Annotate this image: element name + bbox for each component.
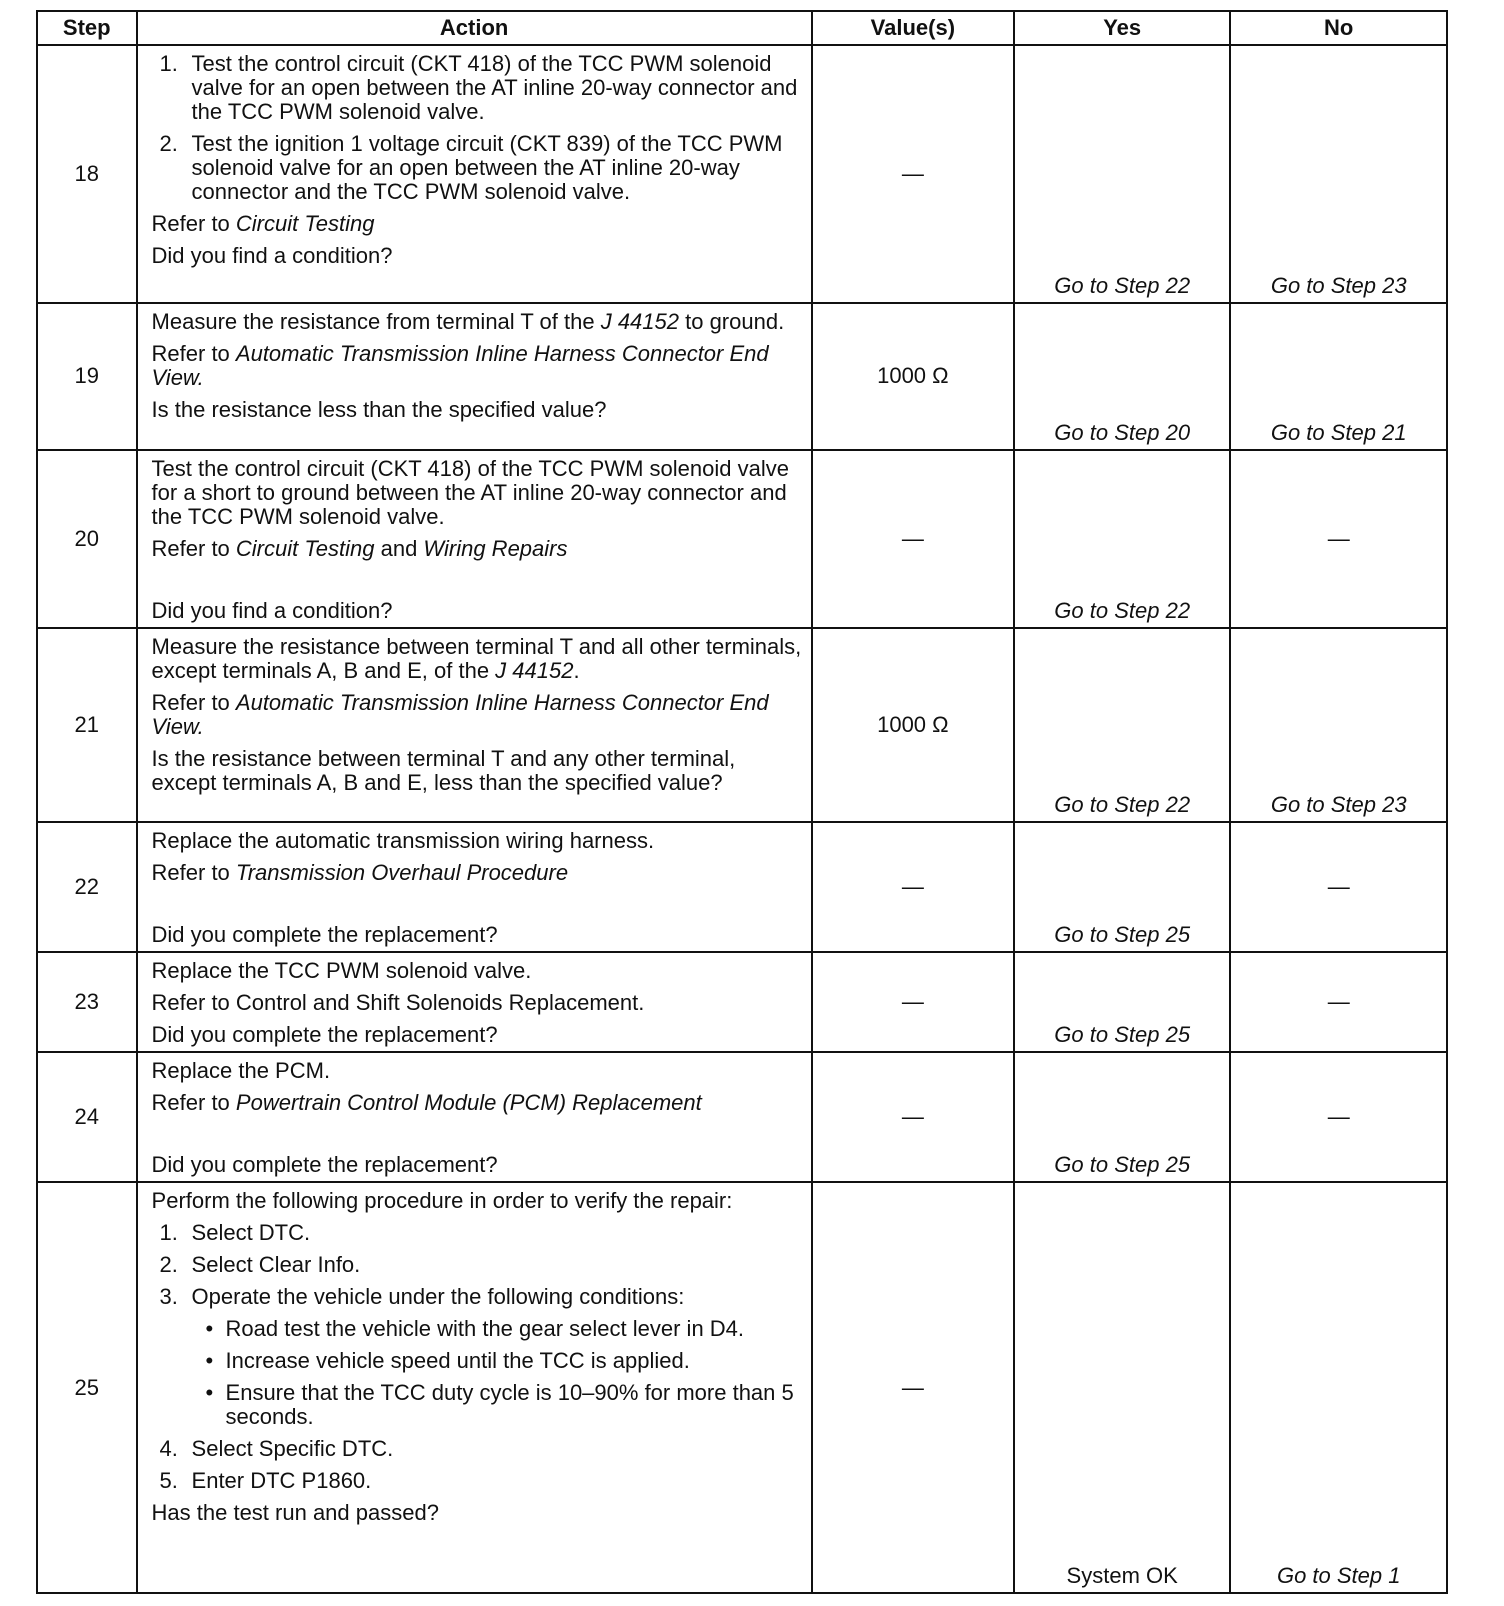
no-result: Go to Step 1: [1276, 1563, 1401, 1588]
yes-cell: [1014, 1182, 1231, 1593]
no-result: Go to Step 21: [1270, 419, 1407, 445]
table-row: [37, 1052, 1447, 1182]
numbered-list: [152, 52, 803, 204]
step-number: 25: [37, 1182, 137, 1593]
yes-result: Go to Step 22: [1054, 791, 1191, 817]
list-item: 2. Test the ignition 1 voltage circuit (CKT 839) of the TCC PWM solenoid valve for an open between the AT inline 20-way connector and the TCC PWM solenoid valve.: [159, 131, 783, 204]
instruction-text: Replace the automatic transmission wiring harness.: [151, 827, 655, 853]
table-row: [37, 450, 1447, 628]
value-cell: —: [812, 1182, 1014, 1593]
header-no: No: [1230, 11, 1447, 45]
table-row: [37, 45, 1447, 303]
question-text: Is the resistance less than the specified value?: [151, 397, 607, 423]
question-text: Has the test run and passed?: [151, 1500, 439, 1526]
header-action: Action: [137, 11, 812, 45]
yes-result: Go to Step 25: [1054, 1022, 1191, 1048]
step-number: 23: [37, 952, 137, 1052]
value-cell: —: [812, 952, 1014, 1052]
instruction-text: Test the control circuit (CKT 418) of the TCC PWM solenoid valve for a short to ground between the AT inline 20-way connector and the TCC PWM solenoid valve.: [151, 455, 789, 529]
yes-result: Go to Step 25: [1054, 922, 1191, 948]
step-number: 19: [37, 303, 137, 449]
table-row: [37, 628, 1447, 822]
yes-result: Go to Step 22: [1054, 273, 1191, 299]
no-cell: [1230, 303, 1447, 449]
yes-cell: [1014, 450, 1231, 628]
table-row: [37, 303, 1447, 449]
value-cell: 1000 Ω: [812, 628, 1014, 822]
bullet-item: • Road test the vehicle with the gear select lever in D4.: [226, 1317, 803, 1341]
no-cell: [1230, 45, 1447, 303]
yes-cell: [1014, 1052, 1231, 1182]
step-number: 18: [37, 45, 137, 303]
table-row: [37, 1182, 1447, 1593]
yes-result: Go to Step 22: [1054, 597, 1191, 623]
value-cell: —: [812, 450, 1014, 628]
no-cell: [1230, 822, 1447, 952]
value-cell: —: [812, 822, 1014, 952]
measure-text: Measure the resistance between terminal T and all other terminals, except terminals A, B and E, of the J 44152.: [151, 633, 802, 683]
no-cell: [1230, 450, 1447, 628]
refer-text: Refer to Automatic Transmission Inline Harness Connector End View.: [151, 689, 769, 739]
refer-text: Refer to Circuit Testing and Wiring Repairs: [151, 535, 568, 561]
list-item: 3. Operate the vehicle under the following conditions: • Road test the vehicle with the gear select lever in D4. • Increase vehicle speed until the TCC is applied. • Ensure that the TCC duty cycle is 10–90% for more than 5 seconds.: [192, 1285, 803, 1429]
list-item: 2. Select Clear Info.: [159, 1252, 361, 1278]
header-yes: Yes: [1014, 11, 1231, 45]
header-values: Value(s): [812, 11, 1014, 45]
step-number: 20: [37, 450, 137, 628]
refer-text: Refer to Transmission Overhaul Procedure: [151, 859, 569, 885]
refer-text: Refer to Circuit Testing: [151, 211, 375, 236]
action-cell: [137, 1052, 812, 1182]
instruction-text: Replace the TCC PWM solenoid valve.: [151, 958, 532, 984]
intro-text: Perform the following procedure in order to verify the repair:: [151, 1188, 733, 1214]
question-text: Did you find a condition?: [151, 597, 393, 623]
bullet-item: • Ensure that the TCC duty cycle is 10–90% for more than 5 seconds.: [226, 1381, 803, 1429]
question-text: Did you find a condition?: [151, 243, 393, 268]
table-row: [37, 952, 1447, 1052]
step-number: 22: [37, 822, 137, 952]
value-cell: 1000 Ω: [812, 303, 1014, 449]
diagnostic-table: [36, 10, 1448, 1594]
action-cell: [137, 450, 812, 628]
numbered-list: [152, 1221, 803, 1493]
question-text: Did you complete the replacement?: [151, 1152, 498, 1178]
step-number: 24: [37, 1052, 137, 1182]
action-cell: [137, 1182, 812, 1593]
value-cell: —: [812, 1052, 1014, 1182]
no-cell: [1230, 628, 1447, 822]
yes-result: System OK: [1066, 1563, 1178, 1588]
no-result: —: [1327, 525, 1350, 551]
bullet-item: • Increase vehicle speed until the TCC is applied.: [226, 1349, 803, 1373]
bullet-list: [192, 1317, 803, 1429]
no-result: Go to Step 23: [1270, 273, 1407, 299]
yes-cell: [1014, 952, 1231, 1052]
list-item: 1. Select DTC.: [159, 1220, 311, 1246]
value-cell: —: [812, 45, 1014, 303]
yes-result: Go to Step 20: [1054, 419, 1191, 445]
no-result: Go to Step 23: [1270, 791, 1407, 817]
no-result: —: [1327, 989, 1350, 1015]
yes-cell: [1014, 45, 1231, 303]
action-cell: [137, 303, 812, 449]
no-result: —: [1327, 1104, 1350, 1130]
measure-text: Measure the resistance from terminal T of the J 44152 to ground.: [151, 309, 785, 335]
question-text: Did you complete the replacement?: [151, 1022, 498, 1048]
yes-cell: [1014, 822, 1231, 952]
no-cell: [1230, 952, 1447, 1052]
step-number: 21: [37, 628, 137, 822]
yes-cell: [1014, 628, 1231, 822]
list-item: 4. Select Specific DTC.: [159, 1436, 394, 1462]
action-cell: [137, 952, 812, 1052]
refer-text: Refer to Control and Shift Solenoids Replacement.: [151, 990, 645, 1016]
action-cell: [137, 45, 812, 303]
list-item: 1. Test the control circuit (CKT 418) of the TCC PWM solenoid valve for an open between the AT inline 20-way connector and the TCC PWM solenoid valve.: [159, 51, 798, 124]
header-row: [37, 11, 1447, 45]
no-cell: [1230, 1182, 1447, 1593]
table-row: [37, 822, 1447, 952]
action-cell: [137, 628, 812, 822]
action-cell: [137, 822, 812, 952]
refer-text: Refer to Powertrain Control Module (PCM) Replacement: [151, 1090, 702, 1116]
no-result: —: [1327, 874, 1350, 900]
question-text: Is the resistance between terminal T and any other terminal, except terminals A, B and E, less than the specified value?: [151, 745, 736, 795]
refer-text: Refer to Automatic Transmission Inline Harness Connector End View.: [151, 341, 769, 391]
yes-result: Go to Step 25: [1054, 1152, 1191, 1178]
list-item: 5. Enter DTC P1860.: [159, 1468, 372, 1494]
no-cell: [1230, 1052, 1447, 1182]
question-text: Did you complete the replacement?: [151, 921, 498, 947]
header-step: Step: [37, 11, 137, 45]
yes-cell: [1014, 303, 1231, 449]
instruction-text: Replace the PCM.: [151, 1058, 331, 1084]
